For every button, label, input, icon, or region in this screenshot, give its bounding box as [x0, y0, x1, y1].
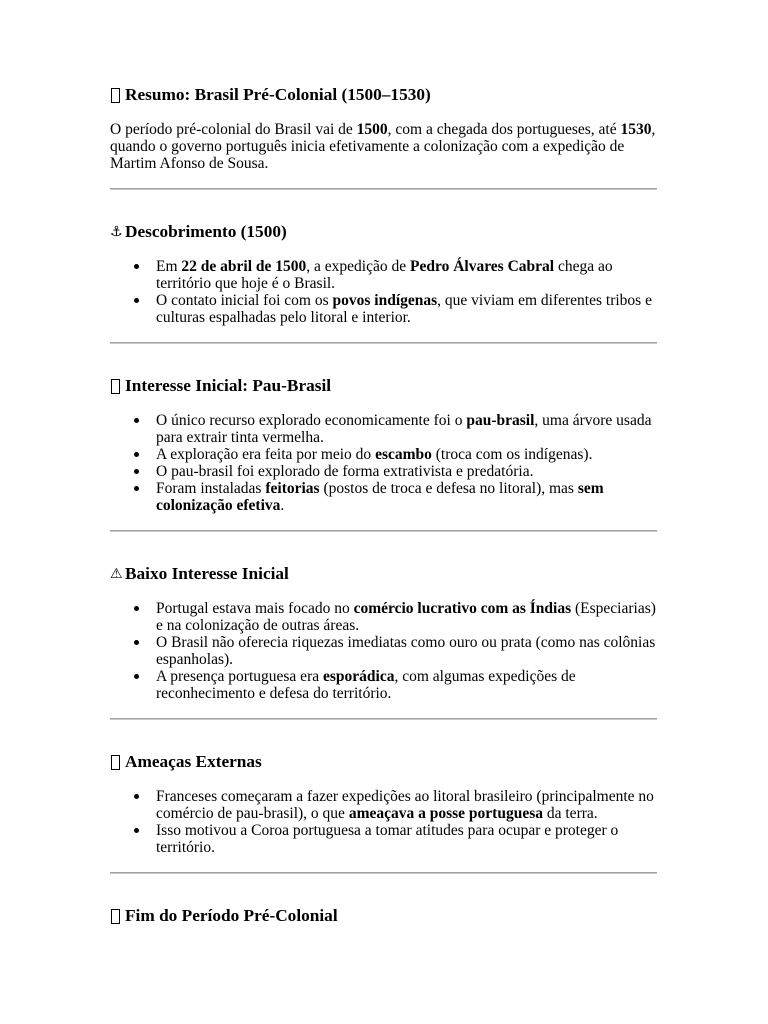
anchor-glyph: ⚓: [110, 224, 123, 240]
list-item: [156, 822, 659, 856]
section-ameacas-externas: [110, 752, 659, 874]
heading-title: Descobrimento (1500): [125, 222, 287, 241]
text-run: O contato inicial foi com os: [156, 292, 333, 309]
section-heading: [110, 906, 659, 926]
warning-icon: [110, 564, 125, 584]
list-item: [156, 668, 659, 702]
text-run: (postos de troca e defesa no litoral), mas: [319, 480, 578, 497]
heading-title: Baixo Interesse Inicial: [125, 564, 289, 583]
intro-paragraph: [110, 121, 659, 172]
text-run: O único recurso explorado economicamente foi o: [156, 412, 467, 429]
list-item: [156, 258, 659, 292]
section-descobrimento: [110, 222, 659, 344]
missing-glyph-box-icon: [110, 752, 125, 772]
section-divider: [110, 530, 657, 532]
text-run: (troca com os indígenas).: [431, 446, 593, 463]
section-heading: [110, 752, 659, 772]
list-item: [156, 463, 659, 480]
bold-text: esporádica: [322, 668, 395, 685]
missing-glyph-box-outline: [111, 909, 120, 924]
bullet-list: [110, 788, 659, 856]
bullet-marker: [134, 452, 139, 457]
list-item: [156, 634, 659, 668]
text-run: , a expedição de: [306, 258, 410, 275]
bold-text: ameaçava a posse portuguesa: [348, 805, 543, 822]
bullet-marker: [134, 298, 139, 303]
heading-title: Ameaças Externas: [125, 752, 262, 771]
text-run: da terra.: [543, 805, 598, 822]
section-fim-do-periodo: [110, 906, 659, 926]
bullet-marker: [134, 264, 139, 269]
text-run: O pau-brasil foi explorado de forma extrativista e predatória.: [156, 463, 534, 480]
bold-text: 1530: [620, 121, 652, 138]
list-item: [156, 788, 659, 822]
bold-text: 1500: [356, 121, 388, 138]
section-heading: [110, 376, 659, 396]
bold-text: feitorias: [265, 480, 320, 497]
warning-glyph: ⚠: [110, 566, 123, 582]
bold-text: escambo: [375, 446, 432, 463]
bullet-marker: [134, 606, 139, 611]
bullet-marker: [134, 828, 139, 833]
missing-glyph-box-icon: [110, 906, 125, 926]
missing-glyph-box-outline: [111, 755, 120, 770]
list-item: [156, 446, 659, 463]
section-divider: [110, 872, 657, 874]
bold-text: povos indígenas: [332, 292, 438, 309]
bullet-marker: [134, 794, 139, 799]
bullet-list: [110, 258, 659, 326]
section-divider: [110, 342, 657, 344]
bullet-list: [110, 412, 659, 514]
text-run: , que viviam em diferentes tribos e culturas espalhadas pelo litoral e interior.: [156, 292, 652, 326]
text-run: , com a chegada dos portugueses, até: [387, 121, 621, 138]
missing-glyph-box-outline: [111, 379, 120, 394]
text-run: Isso motivou a Coroa portuguesa a tomar atitudes para ocupar e proteger o território.: [156, 822, 619, 856]
list-item: [156, 412, 659, 446]
bold-text: Pedro Álvares Cabral: [410, 258, 555, 275]
missing-glyph-box-icon: [110, 85, 125, 105]
section-interesse-inicial: [110, 376, 659, 532]
text-run: (Especiarias) e na colonização de outras áreas.: [156, 600, 656, 634]
text-run: Em: [156, 258, 182, 275]
section-resumo: [110, 85, 659, 190]
heading-title: Fim do Período Pré-Colonial: [125, 906, 338, 925]
document-content: [110, 85, 659, 926]
text-run: , quando o governo português inicia efetivamente a colonização com a expedição de Martim Afonso de Sousa.: [110, 121, 656, 172]
bold-text: pau-brasil: [466, 412, 535, 429]
missing-glyph-box-outline: [111, 88, 120, 103]
missing-glyph-box-icon: [110, 376, 125, 396]
text-run: Portugal estava mais focado no: [156, 600, 354, 617]
text-run: O período pré-colonial do Brasil vai de: [110, 121, 357, 138]
list-item: [156, 480, 659, 514]
bullet-marker: [134, 469, 139, 474]
section-divider: [110, 718, 657, 720]
bold-text: 22 de abril de 1500: [181, 258, 307, 275]
text-run: A presença portuguesa era: [156, 668, 323, 685]
section-heading: [110, 85, 659, 105]
text-run: chega ao território que hoje é o Brasil.: [156, 258, 613, 292]
heading-title: Interesse Inicial: Pau-Brasil: [125, 376, 332, 395]
bullet-marker: [134, 486, 139, 491]
anchor-icon: [110, 222, 125, 242]
text-run: A exploração era feita por meio do: [156, 446, 376, 463]
section-heading: [110, 222, 659, 242]
bullet-list: [110, 600, 659, 702]
bold-text: comércio lucrativo com as Índias: [353, 600, 572, 617]
list-item: [156, 600, 659, 634]
text-run: O Brasil não oferecia riquezas imediatas como ouro ou prata (como nas colônias espanholas).: [156, 634, 656, 668]
text-run: Franceses começaram a fazer expedições ao litoral brasileiro (principalmente no comércio de pau-brasil), o que: [156, 788, 654, 822]
list-item: [156, 292, 659, 326]
bold-text: sem colonização efetiva: [156, 480, 604, 514]
bullet-marker: [134, 640, 139, 645]
heading-title: Resumo: Brasil Pré-Colonial (1500–1530): [125, 85, 431, 104]
section-baixo-interesse: [110, 564, 659, 720]
bullet-marker: [134, 674, 139, 679]
bullet-marker: [134, 418, 139, 423]
text-run: , uma árvore usada para extrair tinta vermelha.: [156, 412, 652, 446]
text-run: .: [280, 497, 285, 514]
section-divider: [110, 188, 657, 190]
section-heading: [110, 564, 659, 584]
text-run: , com algumas expedições de reconhecimento e defesa do território.: [156, 668, 576, 702]
text-run: Foram instaladas: [156, 480, 266, 497]
